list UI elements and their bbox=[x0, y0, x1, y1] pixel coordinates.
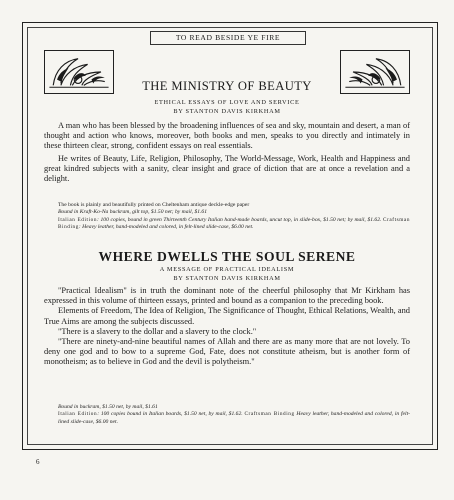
italian-edition-label: Italian Edition bbox=[58, 216, 98, 223]
book2-paragraph: Elements of Freedom, The Idea of Religion, The Significance of Thought, Ethical Relations, Wealth, and True Aims are among the subjects discussed. bbox=[44, 306, 410, 326]
book2-pricing bbox=[58, 404, 410, 426]
book1-printing-note: The book is plainly and beautifully printed on Cheltenham antique deckle-edge paper bbox=[58, 202, 250, 208]
banner: TO READ BESIDE YE FIRE bbox=[150, 31, 306, 45]
book1-paragraph: He writes of Beauty, Life, Religion, Philosophy, The World-Message, Work, Health and Happiness and great kindred subjects with a sanity, clear insight and grace of diction that are at once a revelation and a delight. bbox=[44, 153, 410, 184]
book1-subtitle: ETHICAL ESSAYS OF LOVE AND SERVICE bbox=[154, 99, 300, 106]
book1-editions bbox=[58, 217, 410, 232]
page-number: 6 bbox=[36, 458, 40, 466]
craftsman-binding-text: : Heavy leather, hand-modeled and colored, in felt-lined slide-case, $6.00 net. bbox=[78, 224, 254, 231]
book1-binding: Bound in Kraft-Ko-Na buckram, gilt top, $1.50 net; by mail, $1.61 bbox=[58, 209, 208, 216]
craftsman-binding-label: Craftsman Binding bbox=[58, 216, 411, 231]
book2-paragraph: "There is a slavery to the dollar and a slavery to the clock." bbox=[58, 326, 257, 336]
italian-edition-text: : 100 copies bound in Italian boards, $1.50 net, by mail, $1.62. bbox=[97, 411, 243, 418]
book1-title: THE MINISTRY OF BEAUTY bbox=[142, 79, 312, 93]
book2-title: WHERE DWELLS THE SOUL SERENE bbox=[98, 249, 356, 264]
book2-subtitle: A MESSAGE OF PRACTICAL IDEALISM bbox=[159, 266, 295, 273]
book1-author: BY STANTON DAVIS KIRKHAM bbox=[173, 108, 281, 115]
book2-description bbox=[44, 286, 410, 368]
book2-paragraph: "Practical Idealism" is in truth the dominant note of the cheerful philosophy that Mr Kirkham has expressed in this volume of thirteen essays, printed and bound as a companion to the preceding book. bbox=[44, 286, 410, 306]
italian-edition-text: : 100 copies, bound in green Thirteenth Century Italian hand-made boards, uncut top, in slide-box, $1.50 net; by mail, $1.62. bbox=[97, 216, 382, 223]
book1-paragraph: A man who has been blessed by the broadening influences of sea and sky, mountain and desert, a man of thought and action who knows, moreover, both books and men, speaks to you directly and intimately in these thirteen clear, strong, confident essays on real essentials. bbox=[44, 121, 410, 151]
book2-editions bbox=[58, 411, 410, 426]
book2-paragraph: "There are ninety-and-nine beautiful names of Allah and there are as many more that are not lovely. To deny one god and to bow to a supreme God, Fate, does not constitute atheism, but is another form of monotheism; as to believe in God and the devil is polytheism." bbox=[44, 337, 410, 367]
craftsman-binding-text: Heavy leather, hand-modeled and colored, in felt-lined slide-case, $6.00 net. bbox=[58, 411, 410, 425]
italian-edition-label: Italian Edition bbox=[58, 411, 98, 418]
book2-author: BY STANTON DAVIS KIRKHAM bbox=[173, 275, 281, 282]
craftsman-binding-label: Craftsman Binding bbox=[244, 411, 295, 418]
book2-binding: Bound in buckram, $1.50 net, by mail, $1.61 bbox=[58, 404, 158, 410]
book1-description bbox=[44, 121, 410, 184]
book1-pricing bbox=[58, 202, 410, 232]
